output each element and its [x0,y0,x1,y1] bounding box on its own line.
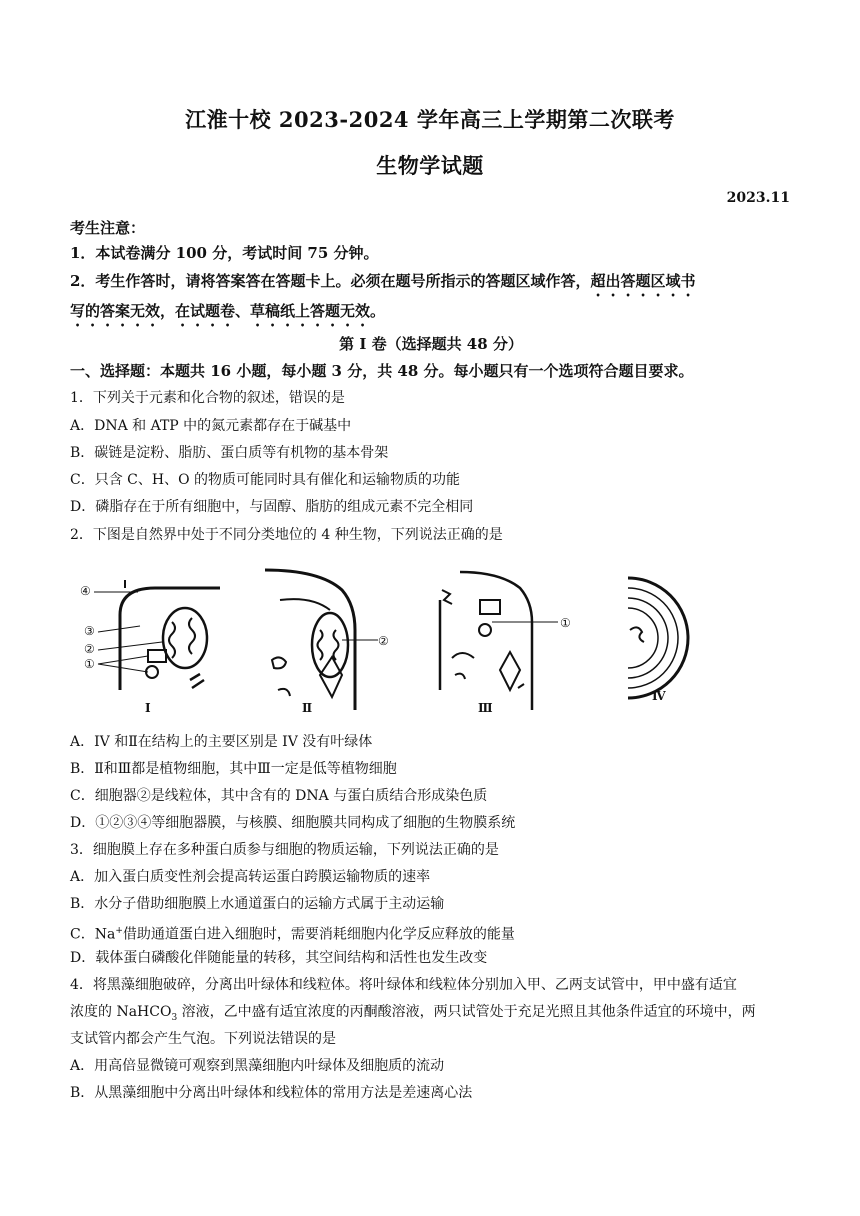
q3-option-c-post: 借助通道蛋白进入细胞时，需要消耗细胞内化学反应释放的能量 [122,926,515,943]
q4-stem-line-1: 4．将黑藻细胞破碎，分离出叶绿体和线粒体。将叶绿体和线粒体分别加入甲、乙两支试管中，甲中盛有适宜 [70,977,737,993]
exam-date: 2023.11 [726,190,790,206]
exam-title: 江淮十校 2023-2024 学年高三上学期第二次联考 [185,107,675,132]
label-c3: ③ [84,624,95,638]
q3-option-d: D．载体蛋白磷酸化伴随能量的转移，其空间结构和活性也发生改变 [70,950,488,966]
cell-diagram-svg [80,560,720,720]
cell-diagram-figure [80,560,720,720]
notice-period: 。 [370,302,386,320]
q2-option-b: B．Ⅱ和Ⅲ都是植物细胞，其中Ⅲ一定是低等植物细胞 [70,761,397,777]
q3-option-c-pre: C．Na [70,926,116,943]
notice-item-2-text: 2．考生作答时，请将答案答在答题卡上。必须在题号所指示的答题区域作答， [70,272,591,290]
q3-option-c [70,921,792,945]
q1-option-a: A．DNA 和 ATP 中的氮元素都存在于碱基中 [70,418,352,434]
q1-option-b: B．碳链是淀粉、脂肪、蛋白质等有机物的基本骨架 [70,445,389,461]
q4-stem-2-sub: 3 [171,1012,178,1023]
label-c4: ④ [80,584,91,598]
section-title: 第 I 卷（选择题共 48 分） [339,335,523,353]
q4-stem-line-3: 支试管内都会产生气泡。下列说法错误的是 [70,1031,336,1047]
q3-option-a: A．加入蛋白质变性剂会提高转运蛋白跨膜运输物质的速率 [70,869,431,885]
notice-emphasis-2: 写的答案无效，在试题卷、草稿纸上答题无效 [70,302,371,320]
label-c1-III: ① [560,616,571,630]
q4-stem-line-2 [70,1002,792,1028]
cell-IV-callouts [652,689,666,703]
section-instructions: 一、选择题：本题共 16 小题，每小题 3 分，共 48 分。每小题只有一个选项符合题目要求。 [70,362,694,380]
label-c2-II: ② [378,634,389,648]
cell-I [120,580,220,690]
q1-option-c: C．只含 C、H、O 的物质可能同时具有催化和运输物质的功能 [70,472,461,488]
q4-stem-2-pre: 浓度的 NaHCO [70,1004,172,1020]
cell-IV [628,578,688,698]
cell-II [265,570,355,710]
q1-stem: 1．下列关于元素和化合物的叙述，错误的是 [70,390,345,406]
q3-option-c-sup: + [115,926,123,936]
q4-stem-2-post: 溶液，乙中盛有适宜浓度的丙酮酸溶液，两只试管处于充足光照且其他条件适宜的环境中，两 [177,1004,756,1020]
notice-heading: 考生注意： [70,219,146,237]
exam-subtitle: 生物学试题 [376,153,484,178]
q2-stem: 2．下图是自然界中处于不同分类地位的 4 种生物，下列说法正确的是 [70,527,503,543]
figure-label-III: Ⅲ [478,701,493,715]
figure-label-IV: Ⅳ [652,689,666,703]
q1-option-d: D．磷脂存在于所有细胞中，与固醇、脂肪的组成元素不完全相同 [70,499,474,515]
cell-III [440,572,532,710]
q2-option-d: D．①②③④等细胞器膜，与核膜、细胞膜共同构成了细胞的生物膜系统 [70,815,516,831]
notice-item-1: 1．本试卷满分 100 分，考试时间 75 分钟。 [70,244,379,262]
label-c2: ② [84,642,95,656]
q2-option-a: A．IV 和Ⅱ在结构上的主要区别是 IV 没有叶绿体 [70,734,373,750]
q4-option-a: A．用高倍显微镜可观察到黑藻细胞内叶绿体及细胞质的流动 [70,1058,445,1074]
q2-option-c: C．细胞器②是线粒体，其中含有的 DNA 与蛋白质结合形成染色质 [70,788,488,804]
notice-emphasis-1: 超出答题区域书 [590,272,696,290]
notice-item-2 [70,271,792,300]
figure-label-I: Ⅰ [145,701,151,715]
cell-II-callouts [302,634,389,715]
figure-label-II: Ⅱ [302,701,313,715]
q3-option-b: B．水分子借助细胞膜上水通道蛋白的运输方式属于主动运输 [70,896,445,912]
notice-item-2-cont [70,301,792,330]
q3-stem: 3．细胞膜上存在多种蛋白质参与细胞的物质运输，下列说法正确的是 [70,842,499,858]
q4-option-b: B．从黑藻细胞中分离出叶绿体和线粒体的常用方法是差速离心法 [70,1085,473,1101]
label-c1: ① [84,657,95,671]
